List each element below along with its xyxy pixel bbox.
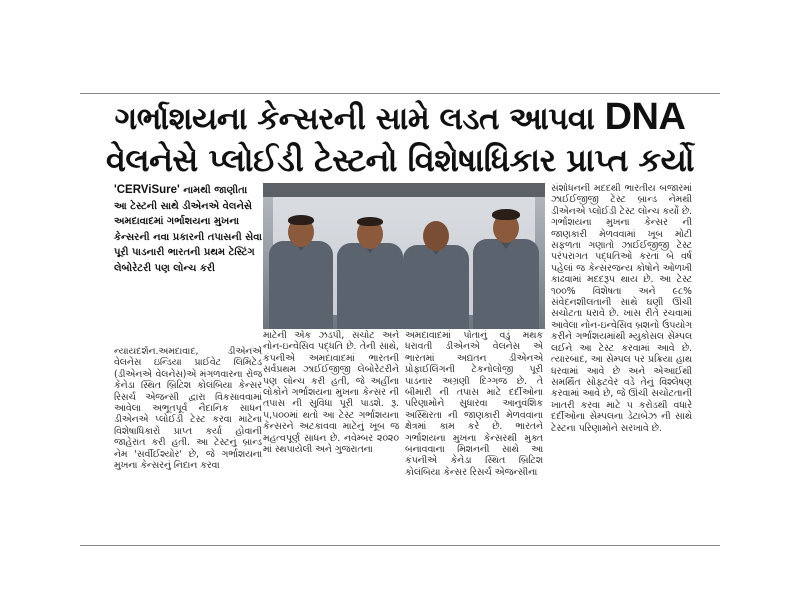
photo-person-1 (269, 209, 333, 329)
photo-ceiling (263, 183, 545, 197)
intro-text: નામથી જાણીતા આ ટેસ્ટની સાથે ડીએનએ વેલનેસે અમદાવાદમાં ગર્ભાશયના મુખના કેન્સરની નવા પ્રકારની તપાસની સેવા પૂરી પાડનારી ભારતની પ્રથમ ટેસ્ટિંગ લેબોરેટરી પણ લોન્ચ કરી (114, 185, 262, 274)
intro-brand: 'CERViSure' (114, 184, 180, 196)
article-column-4: સંશોધનની મદદથી ભારતીય બજારમાં ઝાઈઈજીજી ટેસ્ટ બ્રાન્ડ નેમથી ડીએનએ પ્લોઈડી ટેસ્ટ લોન્ચ કર્યો છે. ગર્ભાશયના મુખના કેન્સર ની જાણકારી મેળવવામાં ખૂબ મોટી સફળતા ગણાતો ઝાઈઈજીજી ટેસ્ટ પરંપરાગત પદ્ધતિઓ કરતાં બે વર્ષ પહેલાં જ કેન્સરજન્ય કોષોને ઓળખી કાઢવામાં મદદરૂપ થાય છે. આ ટેસ્ટ ૧૦૦% વિશેષતા અને ૯૮% સંવેદનશીલતાની સાથે ઘણી ઊંચી સચોટતા ધરાવે છે. ખાસ રીતે રચવામાં આવેલા નોન-ઇન્વેસિવ બ્રશનો ઉપયોગ કરીને ગર્ભાશયમાંથી મ્યુકોસલ સેમ્પલ લઈને આ ટેસ્ટ કરવામાં આવે છે. ત્યારબાદ, આ સેમ્પલ પર પ્રક્રિયા હાથ ધરવામાં આવે છે અને એઆઈથી સમર્થિત સોફ્ટવેર વડે તેનું વિશ્લેષણ કરવામાં આવે છે, જે ઊંચી સચોટતાની ખાતરી કરવા માટે ૫ કરોડથી વધારે દર્દીઓના સેમ્પલના ડેટાબેઝ ની સાથે ટેસ્ટના પરિણામોને સરખાવે છે. (551, 183, 692, 434)
bottom-rule (80, 545, 720, 546)
article-column-2: માટેની એક ઝડપી, સચોટ અને નોન-ઇન્વેસિવ પદ્ધતિ છે. તેની સાથે, કંપનીએ અમદાવાદમાં ભારતની સર્વપ્રથમ ઝાઈઈજીજી લેબોરેટરીને પણ લોન્ચ કરી હતી, જે અહીંના લોકોને ગર્ભાશયના મુખના કેન્સર ની તપાસ ની સુવિધા પૂરી પાડશે. રૂ. ૫,૫૦૦માં થતો આ ટેસ્ટ ગર્ભાશયના કેન્સરને અટકાવવા માટેનું ખૂબ જ મહત્વપૂર્ણ સાધન છે. નવેમ્બર ૨૦૨૦ માં સ્થપાયેલી અને ગુજરાતના (263, 330, 399, 456)
headline-line-1 (80, 96, 720, 140)
article-photo (263, 183, 545, 329)
headline-dna-word: DNA (604, 96, 686, 138)
headline-line-1-text: ગર્ભાશયના કેન્સરની સામે લડત આપવા (114, 101, 595, 137)
photo-person-3 (403, 215, 469, 329)
photo-person-2 (337, 213, 403, 329)
article-column-3: અમદાવાદમાં પોતાનું વડું મથક ધરાવતી ડીએનએ વેલનેસ એ ભારતમાં અદ્યતન ડીએનએ પ્રોફાઈલિંગની ટેકનોલોજી પૂરી પાડનાર અગ્રણી દિગ્ગજ છે. તે બીમારી ની તપાસ માટે દર્દીઓના પરિણામોને સુધારવા આનુવંશિક અસ્થિરતા ની જાણકારી મેળવવાના ક્ષેત્રમાં કામ કરે છે. ભારતને ગર્ભાશયના મુખના કેન્સરથી મુક્ત બનાવવાના મિશનની સાથે આ કંપનીએ કેનેડા સ્થિત બ્રિટિશ કોલંબિયા કેન્સર રિસર્ચ એજન્સીના (405, 330, 543, 478)
headline-line-2: વેલનેસે પ્લોઈડી ટેસ્ટનો વિશેષાધિકાર પ્રાપ્ત કર્યો (105, 141, 695, 179)
article-column-1: ન્યાયદર્શન.અમદાવાદ, ડીએનએ વેલનેસ ઇન્ડિયા પ્રાઈવેટ લિમિટેડ (ડીએનએ વેલનેસ)એ મંગળવારના રોજ કેનેડા સ્થિત બ્રિટિશ કોલંબિયા કેન્સર રિસર્ચ એજન્સી દ્વારા વિકસાવવામાં આવેલા અભૂતપૂર્વ નૈદાનિક સાધન ડીએનએ પ્લોઈડી ટેસ્ટ કરવા માટેના વિશેષાધિકારો પ્રાપ્ત કર્યા હોવાની જાહેરાત કરી હતી. આ ટેસ્ટનું બ્રાન્ડ નેમ 'સર્વીઈશ્યોર' છે, જે ગર્ભાશયના મુખના કેન્સરનું નિદાન કરવા (114, 346, 262, 472)
intro-deck (114, 183, 262, 277)
photo-person-4 (473, 205, 539, 329)
top-rule (80, 93, 720, 94)
